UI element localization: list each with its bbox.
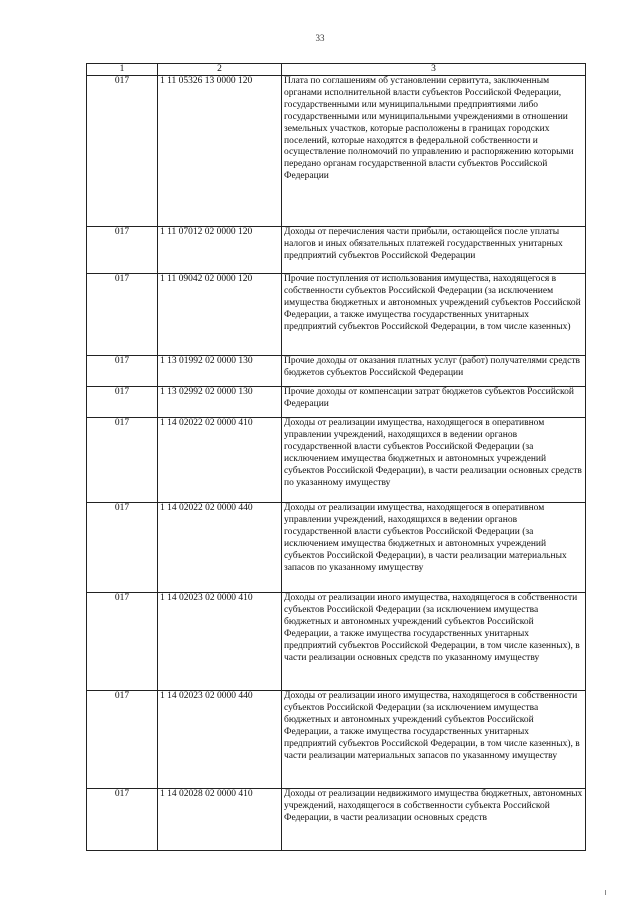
table-row (87, 418, 586, 503)
budget-code-cell: 1 11 05326 13 0000 120 (158, 76, 282, 227)
revenue-codes-table (86, 63, 586, 851)
admin-code-cell: 017 (87, 227, 158, 274)
table-row (87, 387, 586, 418)
page-number: 33 (315, 33, 325, 43)
budget-code-cell: 1 14 02022 02 0000 440 (158, 503, 282, 593)
budget-code-cell: 1 14 02028 02 0000 410 (158, 789, 282, 851)
description-cell: Прочие доходы от компенсации затрат бюджетов субъектов Российской Федерации (282, 387, 586, 418)
table-row (87, 227, 586, 274)
admin-code-cell: 017 (87, 387, 158, 418)
table-row (87, 593, 586, 691)
admin-code-cell: 017 (87, 503, 158, 593)
admin-code-cell: 017 (87, 789, 158, 851)
description-cell: Доходы от реализации иного имущества, находящегося в собственности субъектов Российской Федерации (за исключением имущества бюджетных и автономных учреждений субъектов Российской Федерации, а также имущества государственных унитарных предприятий субъектов Российской Федерации, в том числе казенных), в части реализации материальных запасов по указанному имуществу (282, 691, 586, 789)
table-header-row (87, 64, 586, 76)
description-cell: Плата по соглашениям об установлении сервитута, заключенным органами исполнительной власти субъектов Российской Федерации, государственными или муниципальными предприятиями либо государственными или муниципальными учреждениями в отношении земельных участков, которые расположены в границах городских поселений, которые находятся в федеральной собственности и осуществление полномочий по управлению и распоряжению которыми передано органам государственной власти субъектов Российской Федерации (282, 76, 586, 227)
admin-code-cell: 017 (87, 593, 158, 691)
column-header-description: 3 (282, 64, 586, 76)
budget-code-cell: 1 11 07012 02 0000 120 (158, 227, 282, 274)
table-row (87, 503, 586, 593)
description-cell: Доходы от реализации недвижимого имущества бюджетных, автономных учреждений, находящегося в собственности субъекта Российской Федерации, в части реализации основных средств (282, 789, 586, 851)
table-row (87, 76, 586, 227)
description-cell: Доходы от реализации имущества, находящегося в оперативном управлении учреждений, находящихся в ведении органов государственной власти субъектов Российской Федерации (за исключением имущества бюджетных и автономных учреждений субъектов Российской Федерации), в части реализации основных средств по указанному имуществу (282, 418, 586, 503)
table-row (87, 691, 586, 789)
budget-code-cell: 1 14 02022 02 0000 410 (158, 418, 282, 503)
budget-code-cell: 1 11 09042 02 0000 120 (158, 274, 282, 356)
table-row (87, 356, 586, 387)
admin-code-cell: 017 (87, 691, 158, 789)
budget-code-cell: 1 14 02023 02 0000 410 (158, 593, 282, 691)
admin-code-cell: 017 (87, 356, 158, 387)
description-cell: Доходы от реализации иного имущества, находящегося в собственности субъектов Российской Федерации (за исключением имущества бюджетных и автономных учреждений субъектов Российской Федерации, а также имущества государственных унитарных предприятий субъектов Российской Федерации, в том числе казенных), в части реализации основных средств по указанному имуществу (282, 593, 586, 691)
table-row (87, 789, 586, 851)
admin-code-cell: 017 (87, 274, 158, 356)
budget-code-cell: 1 14 02023 02 0000 440 (158, 691, 282, 789)
admin-code-cell: 017 (87, 418, 158, 503)
table-row (87, 274, 586, 356)
column-header-admin: 1 (87, 64, 158, 76)
admin-code-cell: 017 (87, 76, 158, 227)
description-cell: Доходы от перечисления части прибыли, остающейся после уплаты налогов и иных обязательных платежей государственных унитарных предприятий субъектов Российской Федерации (282, 227, 586, 274)
description-cell: Доходы от реализации имущества, находящегося в оперативном управлении учреждений, находящихся в ведении органов государственной власти субъектов Российской Федерации (за исключением имущества бюджетных и автономных учреждений субъектов Российской Федерации), в части реализации материальных запасов по указанному имуществу (282, 503, 586, 593)
column-header-code: 2 (158, 64, 282, 76)
budget-code-cell: 1 13 01992 02 0000 130 (158, 356, 282, 387)
scan-mark (605, 890, 606, 895)
description-cell: Прочие поступления от использования имущества, находящегося в собственности субъектов Российской Федерации (за исключением имущества бюджетных и автономных учреждений субъектов Российской Федерации, а также имущества государственных унитарных предприятий субъектов Российской Федерации, в том числе казенных) (282, 274, 586, 356)
budget-code-cell: 1 13 02992 02 0000 130 (158, 387, 282, 418)
description-cell: Прочие доходы от оказания платных услуг (работ) получателями средств бюджетов субъектов Российской Федерации (282, 356, 586, 387)
